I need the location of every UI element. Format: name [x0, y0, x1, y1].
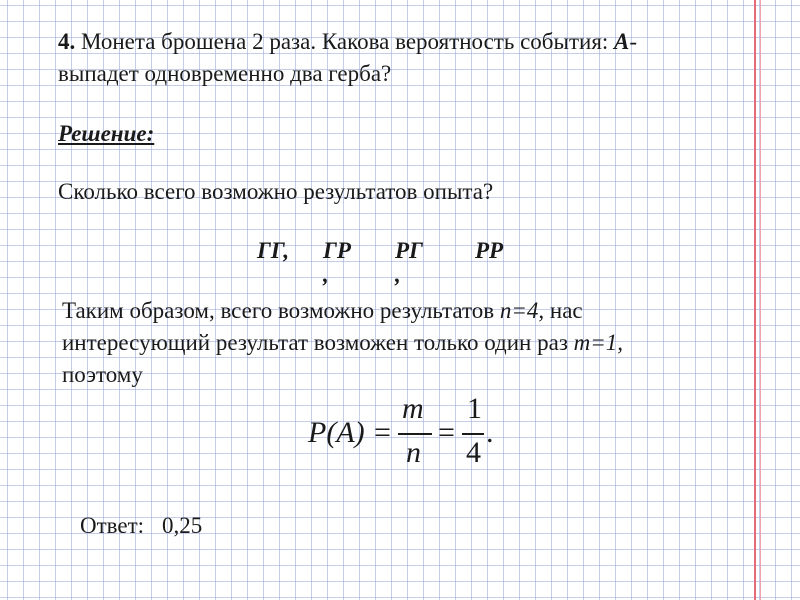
explanation-line-2	[62, 327, 623, 359]
n-value: n=4,	[499, 298, 545, 323]
event-name: A	[614, 29, 630, 54]
m-value: m=1,	[573, 330, 624, 355]
problem-line-1	[58, 26, 637, 58]
formula-numerator-m: m	[402, 392, 424, 425]
formula-period: .	[486, 416, 494, 449]
outcome-gg: ГГ,	[257, 238, 290, 263]
answer-line	[80, 510, 202, 542]
problem-number: 4.	[58, 29, 76, 54]
answer-value: 0,25	[162, 513, 203, 538]
fraction-bar-1	[398, 433, 432, 435]
outcome-rr: РР	[475, 238, 504, 263]
formula-lhs: P(A)	[308, 416, 365, 449]
fraction-bar-2	[462, 433, 484, 435]
outcome-gr-comma: ,	[323, 262, 329, 287]
explanation-line-3: поэтому	[62, 362, 143, 387]
problem-text-1: Монета брошена 2 раза. Какова вероятность события:	[75, 29, 615, 54]
formula-equals-1: =	[374, 416, 391, 449]
problem-line-2: выпадет одновременно два герба?	[58, 61, 392, 86]
explanation-line-1	[62, 295, 583, 327]
notebook-margin-line-thin	[760, 0, 761, 600]
explanation-text-1a: Таким образом, всего возможно результатов	[62, 298, 500, 323]
answer-label: Ответ:	[80, 513, 145, 538]
outcome-rg-comma: ,	[395, 262, 401, 287]
outcome-rg: РГ	[395, 238, 423, 263]
formula-denominator-4: 4	[466, 436, 481, 469]
solution-label: Решение:	[58, 121, 155, 146]
notebook-margin-line	[754, 0, 756, 600]
explanation-text-2a: интересующий результат возможен только один раз	[62, 330, 574, 355]
question-text: Сколько всего возможно результатов опыта?	[58, 179, 494, 204]
outcome-gr: ГР	[323, 238, 351, 263]
event-dash: -	[629, 29, 638, 54]
formula-numerator-1: 1	[467, 392, 482, 425]
formula-equals-2: =	[438, 416, 455, 449]
explanation-text-1b: нас	[544, 298, 583, 323]
formula-denominator-n: n	[406, 436, 421, 469]
